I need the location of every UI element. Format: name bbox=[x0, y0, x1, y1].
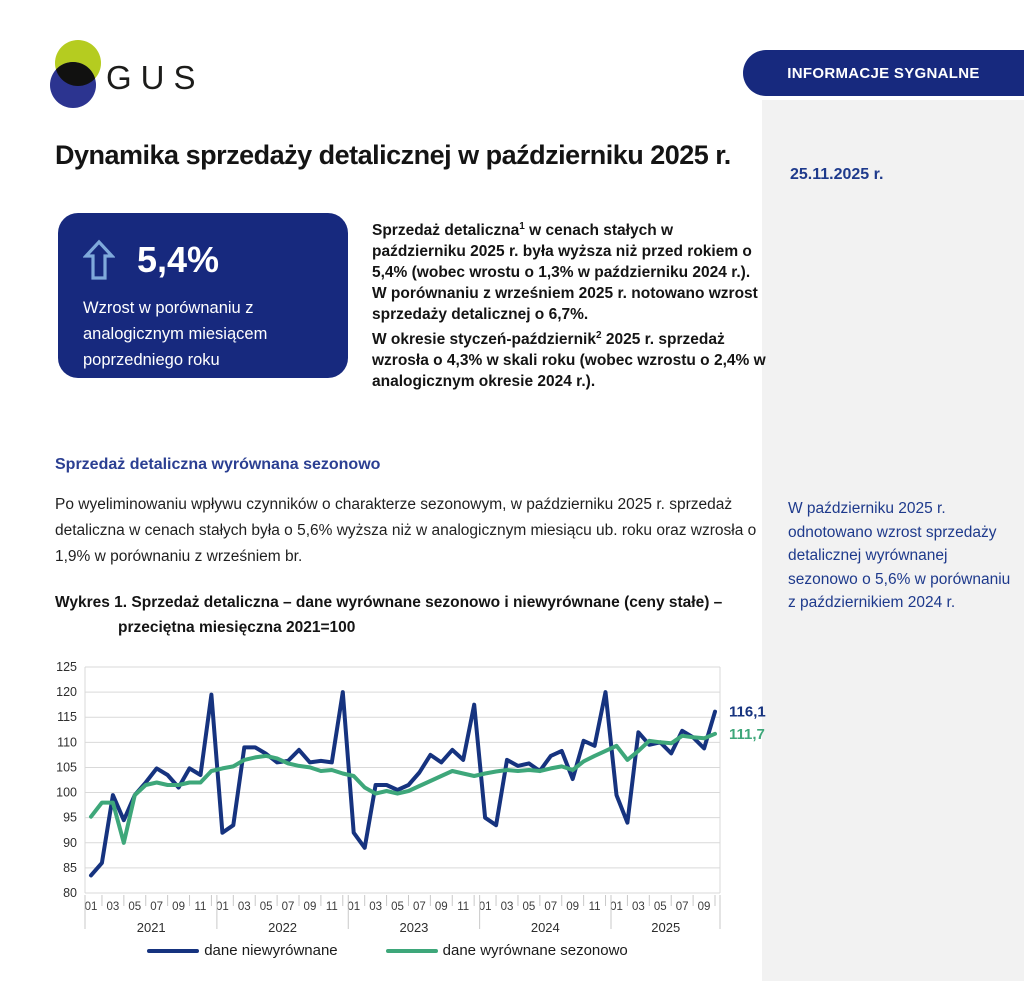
stat-caption: Wzrost w porównaniu z analogicznym miesiącem poprzedniego roku bbox=[83, 299, 268, 369]
intro-p1-rest: w cenach stałych w październiku 2025 r. była wyższa niż przed rokiem o 5,4% (wobec wrostu o 1,3% w październiku 2024 r.). W porównaniu z wrześniem 2025 r. notowano wzrost sprzedaży detalicznej o 6,7%. bbox=[372, 222, 758, 324]
stat-value: 5,4% bbox=[137, 239, 220, 280]
legend-swatch-green bbox=[386, 949, 438, 953]
svg-text:01: 01 bbox=[84, 901, 98, 913]
legend-item-unadjusted bbox=[147, 942, 337, 959]
section-body: Po wyeliminowaniu wpływu czynników o charakterze sezonowym, w październiku 2025 r. sprzedaż detaliczna w cenach stałych była o 5,6% wyższa niż w analogicznym miesiącu ub. roku oraz wzrosła o 1,9% w porównaniu z wrześniem br. bbox=[55, 496, 757, 565]
intro-p2-rest: 2025 r. sprzedaż wzrosła o 4,3% w skali roku (wobec wzrostu o 2,4% w analogicznym okresie 2024 r.). bbox=[372, 331, 766, 391]
svg-text:07: 07 bbox=[675, 901, 689, 913]
svg-text:11: 11 bbox=[457, 901, 470, 913]
svg-text:85: 85 bbox=[63, 860, 77, 875]
page-title: Dynamika sprzedaży detalicznej w październiku 2025 r. bbox=[55, 140, 731, 170]
chart-legend bbox=[55, 942, 720, 959]
svg-text:2025: 2025 bbox=[651, 920, 681, 935]
svg-text:2022: 2022 bbox=[268, 920, 298, 935]
badge-informacje-sygnalne bbox=[743, 50, 1024, 96]
svg-text:110: 110 bbox=[57, 735, 77, 750]
svg-text:07: 07 bbox=[413, 901, 426, 913]
svg-text:03: 03 bbox=[369, 901, 383, 913]
svg-text:01: 01 bbox=[610, 901, 623, 913]
line-chart bbox=[48, 652, 793, 940]
svg-text:07: 07 bbox=[281, 901, 295, 913]
svg-text:90: 90 bbox=[63, 835, 77, 850]
svg-text:09: 09 bbox=[434, 901, 448, 913]
intro-paragraph-2 bbox=[372, 325, 767, 392]
svg-text:03: 03 bbox=[106, 901, 120, 913]
footnote-ref-2: 2 bbox=[595, 330, 602, 342]
svg-text:09: 09 bbox=[566, 901, 580, 913]
legend-swatch-navy bbox=[147, 949, 199, 953]
chart-caption-line2: przeciętna miesięczna 2021=100 bbox=[118, 619, 356, 636]
footnote-ref-1: 1 bbox=[519, 221, 525, 232]
svg-text:03: 03 bbox=[500, 901, 514, 913]
publication-date: 25.11.2025 r. bbox=[790, 166, 884, 183]
svg-text:03: 03 bbox=[631, 901, 645, 913]
svg-text:100: 100 bbox=[56, 785, 77, 800]
svg-text:2021: 2021 bbox=[136, 920, 166, 935]
legend-label-seasonally-adjusted: dane wyrównane sezonowo bbox=[442, 942, 628, 959]
svg-text:11: 11 bbox=[588, 901, 601, 913]
chart-canvas bbox=[48, 652, 793, 940]
side-note: W październiku 2025 r. odnotowano wzrost sprzedaży detalicznej wyrównanej sezonowo o 5,6% w porównaniu z październikiem 2024 r. bbox=[788, 500, 1011, 611]
svg-text:120: 120 bbox=[56, 685, 77, 700]
intro-paragraph bbox=[372, 216, 767, 392]
svg-text:116,1: 116,1 bbox=[729, 703, 766, 721]
svg-text:125: 125 bbox=[56, 660, 77, 674]
gus-logo bbox=[48, 33, 208, 123]
svg-text:07: 07 bbox=[150, 901, 164, 913]
svg-text:01: 01 bbox=[478, 901, 492, 913]
svg-text:2024: 2024 bbox=[530, 920, 560, 935]
svg-text:80: 80 bbox=[63, 886, 77, 900]
svg-text:09: 09 bbox=[303, 901, 317, 913]
svg-text:05: 05 bbox=[128, 901, 142, 913]
svg-text:01: 01 bbox=[347, 901, 361, 913]
svg-text:09: 09 bbox=[172, 901, 185, 913]
legend-item-seasonally-adjusted bbox=[386, 942, 628, 959]
chart-caption bbox=[55, 590, 745, 640]
svg-text:2023: 2023 bbox=[399, 920, 429, 935]
svg-text:11: 11 bbox=[194, 901, 207, 913]
intro-paragraph-1 bbox=[372, 216, 767, 325]
svg-text:05: 05 bbox=[522, 901, 536, 913]
svg-text:05: 05 bbox=[391, 901, 404, 913]
svg-text:95: 95 bbox=[63, 810, 77, 825]
stat-top-row bbox=[83, 239, 219, 281]
gus-logo-graphic bbox=[48, 33, 208, 118]
chart-caption-line1: Wykres 1. Sprzedaż detaliczna – dane wyrównane sezonowo i niewyrównane (ceny stałe) – bbox=[55, 594, 723, 611]
svg-text:105: 105 bbox=[56, 760, 77, 775]
svg-text:05: 05 bbox=[259, 901, 273, 913]
svg-text:07: 07 bbox=[544, 901, 558, 913]
logo-text: GUS bbox=[106, 59, 205, 96]
badge-label: INFORMACJE SYGNALNE bbox=[787, 64, 980, 82]
svg-text:05: 05 bbox=[653, 901, 667, 913]
highlight-stat-box bbox=[58, 213, 348, 378]
section-heading: Sprzedaż detaliczna wyrównana sezonowo bbox=[55, 456, 381, 473]
svg-text:09: 09 bbox=[697, 901, 711, 913]
svg-text:111,7: 111,7 bbox=[729, 725, 765, 743]
intro-p2-text: W okresie styczeń-październik bbox=[372, 331, 596, 349]
svg-text:01: 01 bbox=[215, 901, 229, 913]
svg-text:03: 03 bbox=[237, 901, 251, 913]
svg-text:115: 115 bbox=[57, 710, 77, 725]
legend-label-unadjusted: dane niewyrównane bbox=[204, 942, 338, 959]
arrow-up-icon bbox=[83, 239, 115, 281]
intro-p1-text: Sprzedaż detaliczna bbox=[372, 222, 520, 240]
svg-text:11: 11 bbox=[325, 901, 338, 913]
